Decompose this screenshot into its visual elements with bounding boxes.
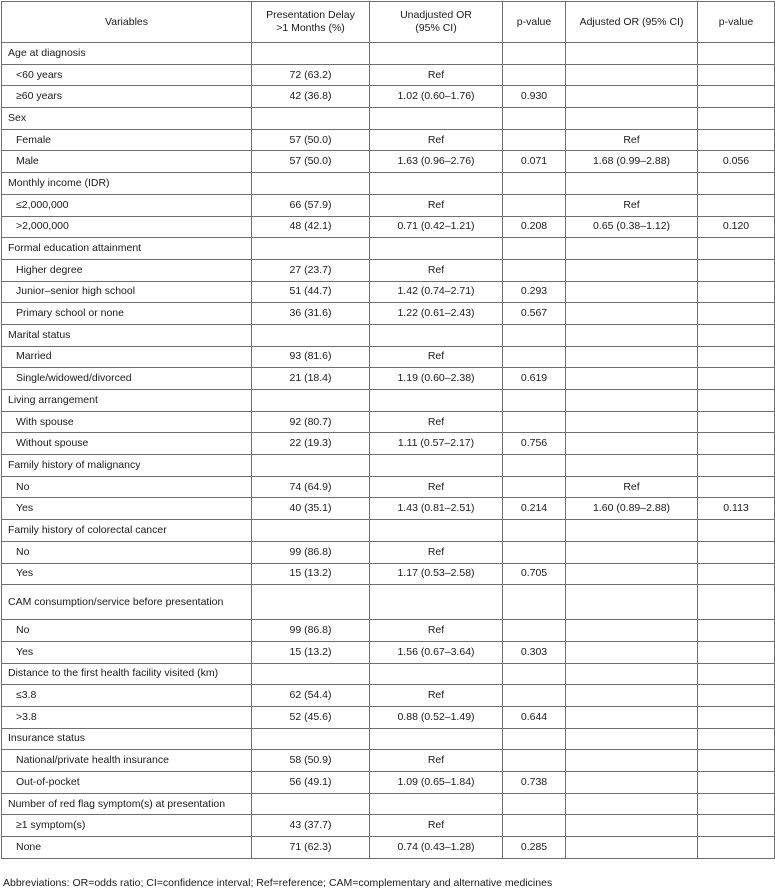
group-label: Living arrangement [2,390,252,412]
group-label: Formal education attainment [2,238,252,260]
empty-cell [503,585,566,620]
cell-p1 [503,346,566,368]
cell-adj [566,620,698,642]
empty-cell [698,324,775,346]
empty-cell [503,793,566,815]
cell-p1 [503,64,566,86]
cell-p2 [698,706,775,728]
cell-p1: 0.619 [503,368,566,390]
cell-adj [566,368,698,390]
row-label: No [2,541,252,563]
empty-cell [252,520,370,542]
empty-cell [252,728,370,750]
empty-cell [566,520,698,542]
row-label: National/private health insurance [2,750,252,772]
table-row [2,498,775,520]
cell-adj: 1.68 (0.99–2.88) [566,151,698,173]
group-row [2,585,775,620]
cell-unadj: Ref [370,476,503,498]
empty-cell [566,585,698,620]
cell-p2 [698,815,775,837]
cell-p1: 0.644 [503,706,566,728]
group-label: Number of red flag symptom(s) at presentation [2,793,252,815]
empty-cell [698,390,775,412]
row-label: Primary school or none [2,303,252,325]
cell-unadj: 1.56 (0.67–3.64) [370,641,503,663]
header-adjusted-or: Adjusted OR (95% CI) [566,2,698,43]
cell-p2 [698,476,775,498]
group-label: Monthly income (IDR) [2,173,252,195]
cell-p1 [503,815,566,837]
row-label: ≥1 symptom(s) [2,815,252,837]
cell-p1 [503,129,566,151]
group-row [2,455,775,477]
cell-unadj: 1.43 (0.81–2.51) [370,498,503,520]
empty-cell [252,455,370,477]
cell-p2 [698,194,775,216]
cell-p1 [503,541,566,563]
cell-unadj: Ref [370,541,503,563]
results-table [1,1,775,859]
empty-cell [698,108,775,130]
group-row [2,43,775,65]
table-row [2,685,775,707]
cell-p1 [503,750,566,772]
cell-delay: 74 (64.9) [252,476,370,498]
cell-unadj: 0.71 (0.42–1.21) [370,216,503,238]
row-label: No [2,476,252,498]
cell-adj [566,772,698,794]
group-row [2,520,775,542]
cell-delay: 56 (49.1) [252,772,370,794]
empty-cell [370,324,503,346]
cell-unadj: 1.19 (0.60–2.38) [370,368,503,390]
cell-unadj: 0.88 (0.52–1.49) [370,706,503,728]
table-row [2,815,775,837]
group-row [2,728,775,750]
cell-delay: 93 (81.6) [252,346,370,368]
empty-cell [698,43,775,65]
cell-p1: 0.208 [503,216,566,238]
row-label: ≤2,000,000 [2,194,252,216]
cell-adj [566,563,698,585]
cell-unadj: 1.09 (0.65–1.84) [370,772,503,794]
table-row [2,772,775,794]
row-label: Single/widowed/divorced [2,368,252,390]
cell-p1: 0.756 [503,433,566,455]
row-label: Yes [2,641,252,663]
cell-p1 [503,476,566,498]
empty-cell [698,520,775,542]
cell-adj [566,346,698,368]
cell-delay: 21 (18.4) [252,368,370,390]
group-row [2,793,775,815]
empty-cell [698,173,775,195]
cell-p2 [698,86,775,108]
cell-p2 [698,433,775,455]
empty-cell [503,663,566,685]
empty-cell [698,238,775,260]
cell-p2: 0.056 [698,151,775,173]
row-label: >2,000,000 [2,216,252,238]
table-header-row [2,2,775,43]
table-body [2,43,775,859]
table-row [2,368,775,390]
table-row [2,620,775,642]
group-row [2,173,775,195]
empty-cell [566,390,698,412]
cell-delay: 43 (37.7) [252,815,370,837]
cell-p2 [698,685,775,707]
group-label: Family history of colorectal cancer [2,520,252,542]
cell-adj: 0.65 (0.38–1.12) [566,216,698,238]
empty-cell [252,793,370,815]
cell-p1: 0.705 [503,563,566,585]
row-label: Married [2,346,252,368]
cell-unadj: Ref [370,64,503,86]
cell-unadj: 1.63 (0.96–2.76) [370,151,503,173]
cell-p1 [503,259,566,281]
table-row [2,259,775,281]
cell-unadj: Ref [370,194,503,216]
empty-cell [252,238,370,260]
group-label: Sex [2,108,252,130]
empty-cell [503,43,566,65]
cell-unadj: Ref [370,750,503,772]
empty-cell [370,43,503,65]
empty-cell [503,390,566,412]
cell-p2 [698,281,775,303]
table-row [2,151,775,173]
cell-adj [566,685,698,707]
cell-adj [566,541,698,563]
cell-adj: 1.60 (0.89–2.88) [566,498,698,520]
row-label: Male [2,151,252,173]
cell-p2 [698,772,775,794]
cell-unadj: Ref [370,411,503,433]
cell-p2 [698,411,775,433]
group-label: Marital status [2,324,252,346]
cell-delay: 15 (13.2) [252,563,370,585]
cell-unadj: 1.22 (0.61–2.43) [370,303,503,325]
header-p-value-adjusted: p-value [698,2,775,43]
empty-cell [566,793,698,815]
cell-adj [566,281,698,303]
footnote: Abbreviations: OR=odds ratio; CI=confidence interval; Ref=reference; CAM=complementary and alternative medicines [3,877,553,889]
cell-adj [566,259,698,281]
empty-cell [503,324,566,346]
cell-p2: 0.120 [698,216,775,238]
cell-p1: 0.738 [503,772,566,794]
empty-cell [566,43,698,65]
group-row [2,324,775,346]
table-row [2,706,775,728]
cell-p1 [503,411,566,433]
empty-cell [566,238,698,260]
row-label: None [2,837,252,859]
cell-p2 [698,620,775,642]
empty-cell [252,663,370,685]
cell-p1: 0.285 [503,837,566,859]
cell-adj [566,837,698,859]
row-label: Yes [2,498,252,520]
empty-cell [503,520,566,542]
cell-adj [566,815,698,837]
cell-delay: 40 (35.1) [252,498,370,520]
cell-delay: 48 (42.1) [252,216,370,238]
row-label: Junior–senior high school [2,281,252,303]
cell-delay: 27 (23.7) [252,259,370,281]
cell-unadj: 1.42 (0.74–2.71) [370,281,503,303]
empty-cell [370,728,503,750]
row-label: Without spouse [2,433,252,455]
group-label: Age at diagnosis [2,43,252,65]
table-row [2,837,775,859]
cell-adj [566,433,698,455]
cell-adj [566,86,698,108]
empty-cell [566,324,698,346]
empty-cell [566,108,698,130]
cell-delay: 71 (62.3) [252,837,370,859]
cell-adj: Ref [566,476,698,498]
cell-p1: 0.293 [503,281,566,303]
empty-cell [370,585,503,620]
empty-cell [370,663,503,685]
cell-p2 [698,368,775,390]
empty-cell [370,173,503,195]
row-label: >3.8 [2,706,252,728]
cell-p2 [698,837,775,859]
cell-delay: 15 (13.2) [252,641,370,663]
row-label: Yes [2,563,252,585]
empty-cell [566,455,698,477]
cell-delay: 51 (44.7) [252,281,370,303]
empty-cell [566,663,698,685]
cell-unadj: Ref [370,129,503,151]
table-row [2,541,775,563]
header-unadjusted-or: Unadjusted OR (95% CI) [370,2,503,43]
cell-unadj: 1.17 (0.53–2.58) [370,563,503,585]
cell-delay: 99 (86.8) [252,541,370,563]
cell-adj [566,750,698,772]
row-label: ≥60 years [2,86,252,108]
cell-delay: 57 (50.0) [252,129,370,151]
cell-unadj: 0.74 (0.43–1.28) [370,837,503,859]
cell-p2 [698,64,775,86]
empty-cell [566,173,698,195]
group-label: Family history of malignancy [2,455,252,477]
cell-delay: 52 (45.6) [252,706,370,728]
cell-unadj: Ref [370,685,503,707]
empty-cell [698,455,775,477]
empty-cell [252,585,370,620]
table-row [2,129,775,151]
empty-cell [252,173,370,195]
cell-p1: 0.303 [503,641,566,663]
group-label: Distance to the first health facility visited (km) [2,663,252,685]
cell-p2: 0.113 [698,498,775,520]
cell-p1: 0.567 [503,303,566,325]
cell-unadj: 1.11 (0.57–2.17) [370,433,503,455]
table-row [2,64,775,86]
cell-p1: 0.930 [503,86,566,108]
empty-cell [370,108,503,130]
row-label: Out-of-pocket [2,772,252,794]
cell-delay: 99 (86.8) [252,620,370,642]
empty-cell [370,390,503,412]
cell-unadj: Ref [370,815,503,837]
cell-adj: Ref [566,129,698,151]
cell-p1: 0.214 [503,498,566,520]
header-p-value: p-value [503,2,566,43]
empty-cell [252,324,370,346]
row-label: No [2,620,252,642]
empty-cell [503,455,566,477]
empty-cell [698,585,775,620]
group-label: Insurance status [2,728,252,750]
empty-cell [566,728,698,750]
row-label: <60 years [2,64,252,86]
cell-delay: 58 (50.9) [252,750,370,772]
cell-p1 [503,620,566,642]
empty-cell [503,173,566,195]
row-label: ≤3.8 [2,685,252,707]
row-label: With spouse [2,411,252,433]
table-row [2,563,775,585]
group-label: CAM consumption/service before presentation [2,585,252,620]
cell-adj [566,64,698,86]
table-row [2,641,775,663]
cell-delay: 66 (57.9) [252,194,370,216]
cell-p2 [698,129,775,151]
empty-cell [370,793,503,815]
row-label: Higher degree [2,259,252,281]
empty-cell [698,728,775,750]
empty-cell [252,108,370,130]
empty-cell [503,728,566,750]
empty-cell [370,520,503,542]
cell-unadj: Ref [370,259,503,281]
cell-unadj: Ref [370,620,503,642]
cell-unadj: Ref [370,346,503,368]
row-label: Female [2,129,252,151]
cell-delay: 62 (54.4) [252,685,370,707]
cell-adj: Ref [566,194,698,216]
cell-adj [566,303,698,325]
table-row [2,750,775,772]
header-presentation-delay: Presentation Delay >1 Months (%) [252,2,370,43]
empty-cell [370,455,503,477]
empty-cell [370,238,503,260]
group-row [2,663,775,685]
group-row [2,390,775,412]
cell-adj [566,706,698,728]
cell-delay: 42 (36.8) [252,86,370,108]
cell-p1 [503,685,566,707]
table-row [2,476,775,498]
table-row [2,346,775,368]
group-row [2,238,775,260]
cell-delay: 22 (19.3) [252,433,370,455]
cell-delay: 72 (63.2) [252,64,370,86]
cell-delay: 92 (80.7) [252,411,370,433]
empty-cell [252,390,370,412]
cell-p1 [503,194,566,216]
cell-p2 [698,259,775,281]
cell-p2 [698,346,775,368]
table-row [2,194,775,216]
cell-p2 [698,641,775,663]
cell-adj [566,411,698,433]
cell-adj [566,641,698,663]
table-row [2,433,775,455]
cell-p2 [698,541,775,563]
cell-unadj: 1.02 (0.60–1.76) [370,86,503,108]
table-row [2,86,775,108]
empty-cell [698,793,775,815]
cell-p2 [698,563,775,585]
cell-p2 [698,303,775,325]
header-variables: Variables [2,2,252,43]
group-row [2,108,775,130]
empty-cell [252,43,370,65]
cell-p1: 0.071 [503,151,566,173]
empty-cell [503,108,566,130]
empty-cell [503,238,566,260]
cell-delay: 36 (31.6) [252,303,370,325]
cell-delay: 57 (50.0) [252,151,370,173]
table-row [2,281,775,303]
cell-p2 [698,750,775,772]
empty-cell [698,663,775,685]
table-row [2,216,775,238]
table-row [2,411,775,433]
table-row [2,303,775,325]
